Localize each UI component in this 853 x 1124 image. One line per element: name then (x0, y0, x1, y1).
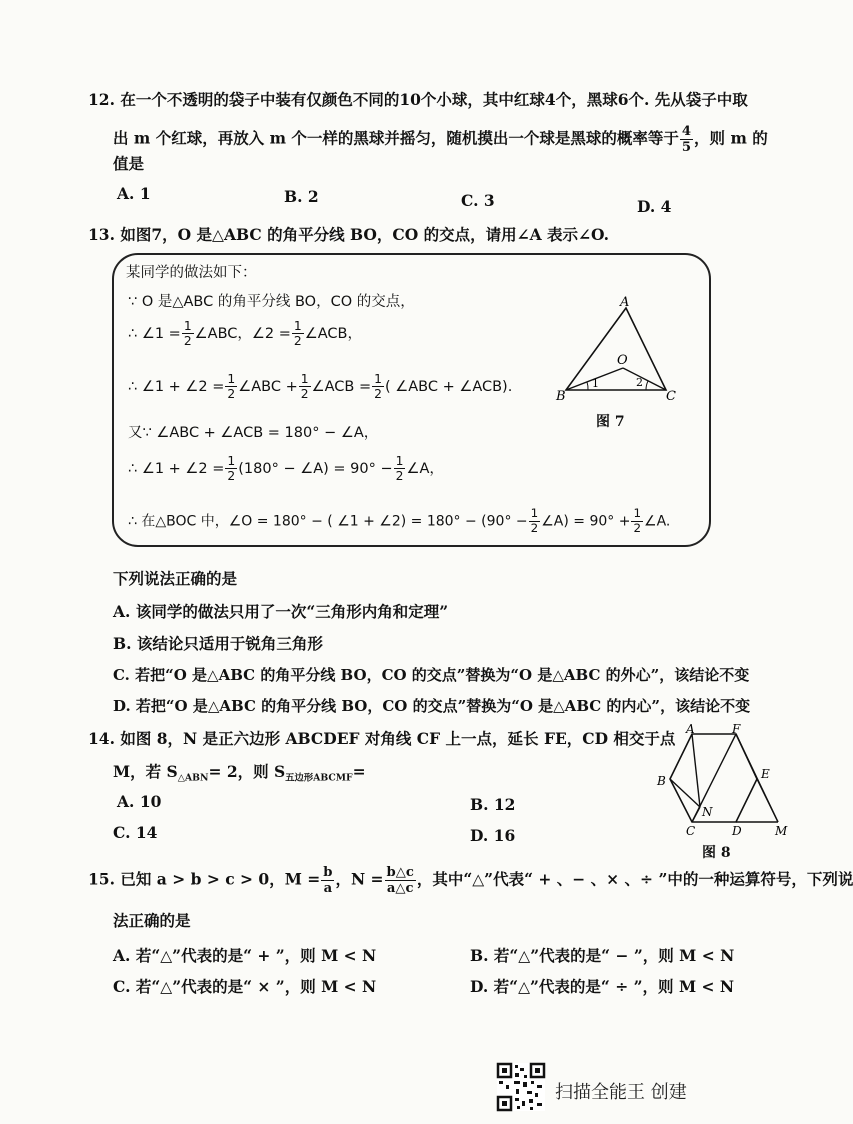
scanner-watermark: 扫描全能王 创建 (555, 1082, 687, 1103)
solution-step-5: ∴ ∠1 + ∠2 = $\frac{1}{2}$ (180° − ∠A) = 90° − $\frac{1}{2}$ ∠A， (128, 454, 444, 484)
q12-fraction: $\frac{4}{5}$ (681, 124, 692, 156)
q12-line1: 12. 在一个不透明的袋子中装有仅颜色不同的10个小球，其中红球4个，黑球6个. 先从袋子中取 (88, 90, 748, 109)
fig8-label-e: E (761, 767, 770, 781)
q14-option-c: C. 14 (113, 823, 158, 842)
q12-option-a: A. 1 (117, 184, 151, 203)
solution-step-1: ∵ O 是△ABC 的角平分线 BO，CO 的交点， (128, 294, 415, 310)
figure-8-hexagon (652, 722, 794, 840)
solution-step-3: ∴ ∠1 + ∠2 = $\frac{1}{2}$ ∠ABC + $\frac{1}{2}$ ∠ACB = $\frac{1}{2}$ ( ∠ABC + ∠ACB). (128, 372, 513, 402)
solution-step-2: ∴ ∠1 = $\frac{1}{2}$ ∠ABC，∠2 = $\frac{1}{2}$ ∠ACB， (128, 319, 362, 349)
q14-line1: 14. 如图 8，N 是正六边形 ABCDEF 对角线 CF 上一点，延长 FE，CD 相交于点 (88, 729, 676, 748)
q12-option-d: D. 4 (637, 197, 672, 216)
q13-prompt: 下列说法正确的是 (113, 569, 238, 588)
solution-step-6: ∴ 在△BOC 中，∠O = 180° − ( ∠1 + ∠2) = 180° − (90° − $\frac{1}{2}$ ∠A) = 90° + $\frac{1}{2}$ ∠A. (128, 506, 671, 535)
q12-option-c: C. 3 (461, 191, 495, 210)
solution-step-4: 又∵ ∠ABC + ∠ACB = 180° − ∠A， (128, 425, 379, 441)
fig8-label-a: A (686, 722, 695, 736)
q13-option-a: A. 该同学的做法只用了一次“三角形内角和定理” (113, 602, 449, 621)
fig7-angle-2: 2 (636, 376, 643, 389)
figure-7-caption: 图 7 (596, 414, 625, 430)
q14-option-d: D. 16 (470, 826, 516, 845)
q12-line3: 值是 (113, 154, 145, 173)
fig7-angle-1: 1 (592, 377, 599, 390)
q12-line2-text: 出 m 个红球，再放入 m 个一样的黑球并摇匀，随机摸出一个球是黑球的概率等于 (113, 128, 679, 148)
q13-option-c: C. 若把“O 是△ABC 的角平分线 BO，CO 的交点”替换为“O 是△ABC 的外心”，该结论不变 (113, 666, 750, 684)
q15-line1: 15. 已知 a > b > c > 0，M = $\frac{b}{a}$ ，N = $\frac{b\triangle c}{a\triangle c}$ ，其中“△”代表“ + 、− 、× 、÷ ”中的一种运算符号，下列说 (88, 865, 853, 897)
q14-option-a: A. 10 (117, 792, 162, 811)
q13-option-d: D. 若把“O 是△ABC 的角平分线 BO，CO 的交点”替换为“O 是△ABC 的内心”，该结论不变 (113, 697, 751, 715)
q15-option-c: C. 若“△”代表的是“ × ”，则 M < N (113, 977, 377, 996)
q14-option-b: B. 12 (470, 795, 516, 814)
q15-option-b: B. 若“△”代表的是“ − ”，则 M < N (470, 946, 735, 965)
q12-line2 (113, 125, 768, 154)
q13-option-b: B. 该结论只适用于锐角三角形 (113, 634, 323, 653)
fig8-label-d: D (732, 824, 742, 838)
fig8-label-c: C (686, 824, 696, 838)
solution-title: 某同学的做法如下： (126, 265, 257, 281)
qr-code-icon (497, 1063, 545, 1111)
q12-line2-end: ，则 m 的 (694, 128, 768, 148)
fig7-label-o: O (617, 353, 628, 368)
fig8-label-f: F (732, 722, 741, 736)
figure-7-triangle (548, 290, 678, 430)
q15-fraction-m: $\frac{b}{a}$ (323, 865, 333, 897)
q15-option-a: A. 若“△”代表的是“ + ”，则 M < N (113, 946, 377, 965)
q13-stem: 13. 如图7，O 是△ABC 的角平分线 BO，CO 的交点，请用∠A 表示∠O. (88, 225, 610, 244)
q14-line2: M，若 $S_{\triangle ABN}= 2$，则 $S_{五边形ABCMF}=$ (113, 762, 366, 784)
q15-option-d: D. 若“△”代表的是“ ÷ ”，则 M < N (470, 977, 735, 996)
fig7-label-a: A (620, 295, 630, 310)
fig8-label-n: N (702, 805, 713, 819)
fig8-label-m: M (775, 824, 788, 838)
q15-line2: 法正确的是 (113, 911, 191, 930)
fig7-label-c: C (666, 389, 676, 404)
q12-option-b: B. 2 (284, 187, 319, 206)
q15-fraction-n: $\frac{b\triangle c}{a\triangle c}$ (386, 865, 414, 897)
fig8-label-b: B (657, 774, 666, 788)
figure-8-caption: 图 8 (702, 845, 731, 861)
fig7-label-b: B (556, 389, 566, 404)
